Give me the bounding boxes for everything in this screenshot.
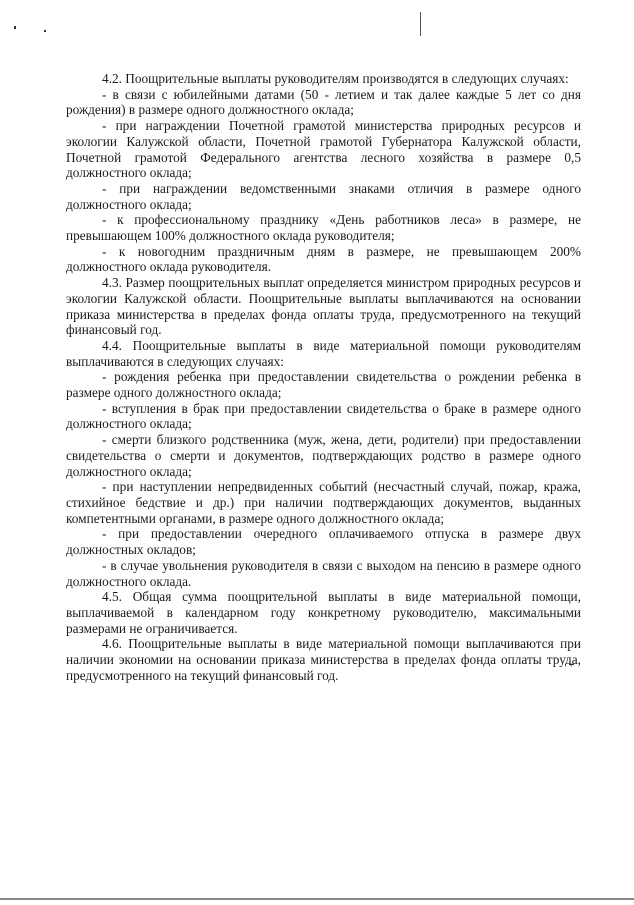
list-item-certificate-award: - при награждении Почетной грамотой министерства природных ресурсов и экологии Калужской области, Почетной грамотой Губернатора Калужской области, Почетной грамотой Федерального агентства лесного хозяйства в размере 0,5 должностного оклада;	[66, 118, 581, 181]
list-item-child-birth: - рождения ребенка при предоставлении свидетельства о рождении ребенка в размере одного должностного оклада;	[66, 369, 581, 401]
paragraph-4-3: 4.3. Размер поощрительных выплат определяется министром природных ресурсов и экологии Калужской области. Поощрительные выплаты выплачиваются на основании приказа министерства в пределах фонда оплаты труда, предусмотренного на текущий финансовый год.	[66, 275, 581, 338]
document-body	[66, 71, 581, 683]
page-bottom-edge	[0, 898, 634, 900]
paragraph-4-2: 4.2. Поощрительные выплаты руководителям производятся в следующих случаях:	[102, 71, 569, 86]
scan-artifact-dot	[14, 26, 16, 29]
list-item-marriage: - вступления в брак при предоставлении свидетельства о браке в размере одного должностного оклада;	[66, 400, 581, 432]
list-item-departmental-award: - при награждении ведомственными знаками отличия в размере одного должностного оклада;	[66, 180, 581, 212]
list-item-unforeseen-events: - при наступлении непредвиденных событий (несчастный случай, пожар, кража, стихийное бедствие и др.) при наличии подтверждающих документов, выданных компетентными органами, в размере одного должностного оклада;	[66, 479, 581, 526]
paragraph-4-6: 4.6. Поощрительные выплаты в виде материальной помощи выплачиваются при наличии экономии на основании приказа министерства в пределах фонда оплаты труда, предусмотренного на текущий финансовый год.	[66, 636, 581, 683]
paragraph-4-4: 4.4. Поощрительные выплаты в виде материальной помощи руководителям выплачиваются в следующих случаях:	[66, 337, 581, 369]
list-item-jubilee: - в связи с юбилейными датами (50 - летием и так далее каждые 5 лет со дня рождения) в размере одного должностного оклада;	[66, 86, 581, 118]
list-item-vacation: - при предоставлении очередного оплачиваемого отпуска в размере двух должностных окладов;	[66, 526, 581, 558]
list-item-forestry-day: - к профессиональному празднику «День работников леса» в размере, не превышающем 100% должностного оклада руководителя;	[66, 212, 581, 244]
list-item-new-year: - к новогодним праздничным дням в размере, не превышающем 200% должностного оклада руководителя.	[66, 243, 581, 275]
scan-artifact-dot	[44, 30, 46, 32]
scan-artifact-line	[420, 12, 421, 36]
paragraph-4-5: 4.5. Общая сумма поощрительной выплаты в виде материальной помощи, выплачиваемой в календарном году конкретному руководителю, максимальными размерами не ограничивается.	[66, 589, 581, 636]
list-item-relative-death: - смерти близкого родственника (муж, жена, дети, родители) при предоставлении свидетельства о смерти и документов, подтверждающих родство в размере одного должностного оклада;	[66, 432, 581, 479]
list-item-retirement: - в случае увольнения руководителя в связи с выходом на пенсию в размере одного должностного оклада.	[66, 557, 581, 589]
